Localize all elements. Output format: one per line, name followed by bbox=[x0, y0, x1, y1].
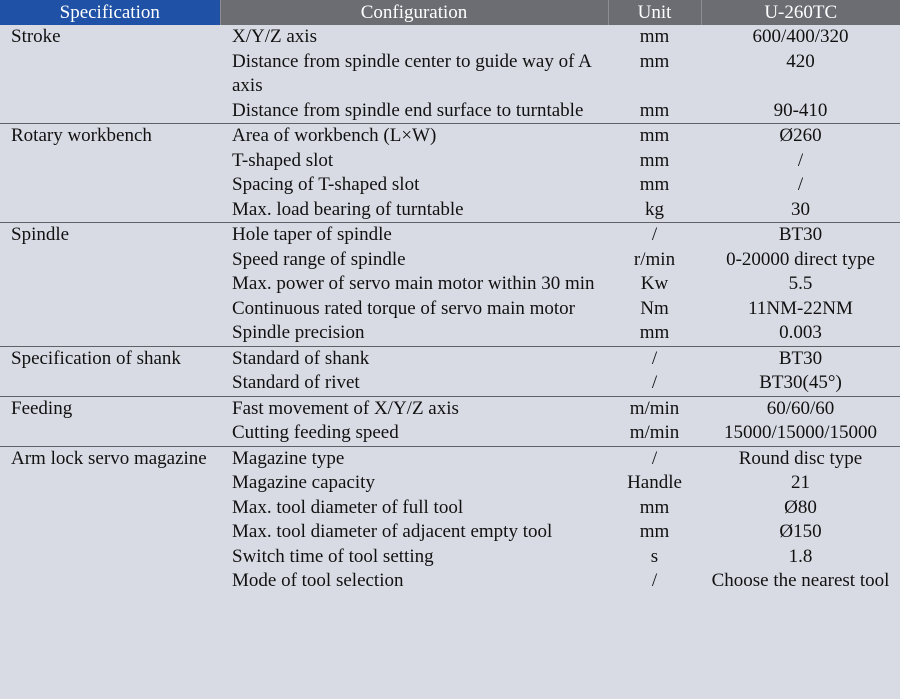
config-cell: Distance from spindle center to guide way of A axis bbox=[220, 50, 608, 99]
unit-cell: mm bbox=[608, 149, 701, 174]
header-row bbox=[0, 0, 900, 25]
config-cell: Switch time of tool setting bbox=[220, 545, 608, 570]
value-cell: 420 bbox=[701, 50, 900, 99]
unit-cell: mm bbox=[608, 25, 701, 50]
value-cell: 90-410 bbox=[701, 99, 900, 124]
table-row bbox=[0, 346, 900, 371]
config-cell: Max. power of servo main motor within 30 min bbox=[220, 272, 608, 297]
category-spindle: Spindle bbox=[0, 223, 220, 347]
unit-cell: m/min bbox=[608, 421, 701, 446]
unit-cell: mm bbox=[608, 50, 701, 99]
config-cell: Fast movement of X/Y/Z axis bbox=[220, 396, 608, 421]
config-cell: Max. load bearing of turntable bbox=[220, 198, 608, 223]
value-cell: 600/400/320 bbox=[701, 25, 900, 50]
value-cell: 5.5 bbox=[701, 272, 900, 297]
config-cell: Standard of rivet bbox=[220, 371, 608, 396]
unit-cell: mm bbox=[608, 173, 701, 198]
value-cell: 0-20000 direct type bbox=[701, 248, 900, 273]
value-cell: 21 bbox=[701, 471, 900, 496]
table-row bbox=[0, 446, 900, 471]
config-cell: Spacing of T-shaped slot bbox=[220, 173, 608, 198]
category-rotary-workbench: Rotary workbench bbox=[0, 124, 220, 223]
config-cell: Cutting feeding speed bbox=[220, 421, 608, 446]
table-row bbox=[0, 223, 900, 248]
unit-cell: Handle bbox=[608, 471, 701, 496]
category-feeding: Feeding bbox=[0, 396, 220, 446]
config-cell: Magazine capacity bbox=[220, 471, 608, 496]
header-unit: Unit bbox=[608, 0, 701, 25]
unit-cell: kg bbox=[608, 198, 701, 223]
unit-cell: mm bbox=[608, 520, 701, 545]
value-cell: BT30 bbox=[701, 223, 900, 248]
table-row bbox=[0, 25, 900, 50]
config-cell: Area of workbench (L×W) bbox=[220, 124, 608, 149]
value-cell: / bbox=[701, 173, 900, 198]
value-cell: 15000/15000/15000 bbox=[701, 421, 900, 446]
value-cell: 11NM-22NM bbox=[701, 297, 900, 322]
config-cell: Magazine type bbox=[220, 446, 608, 471]
table-row bbox=[0, 124, 900, 149]
value-cell: Ø150 bbox=[701, 520, 900, 545]
unit-cell: mm bbox=[608, 124, 701, 149]
category-magazine: Arm lock servo magazine bbox=[0, 446, 220, 594]
value-cell: BT30 bbox=[701, 346, 900, 371]
value-cell: 60/60/60 bbox=[701, 396, 900, 421]
config-cell: Max. tool diameter of full tool bbox=[220, 496, 608, 521]
unit-cell: r/min bbox=[608, 248, 701, 273]
value-cell: 1.8 bbox=[701, 545, 900, 570]
unit-cell: Nm bbox=[608, 297, 701, 322]
header-model: U-260TC bbox=[701, 0, 900, 25]
config-cell: Hole taper of spindle bbox=[220, 223, 608, 248]
header-configuration: Configuration bbox=[220, 0, 608, 25]
config-cell: Standard of shank bbox=[220, 346, 608, 371]
value-cell: Round disc type bbox=[701, 446, 900, 471]
unit-cell: m/min bbox=[608, 396, 701, 421]
config-cell: Spindle precision bbox=[220, 321, 608, 346]
unit-cell: mm bbox=[608, 496, 701, 521]
config-cell: X/Y/Z axis bbox=[220, 25, 608, 50]
unit-cell: / bbox=[608, 346, 701, 371]
unit-cell: / bbox=[608, 223, 701, 248]
config-cell: Continuous rated torque of servo main motor bbox=[220, 297, 608, 322]
config-cell: Mode of tool selection bbox=[220, 569, 608, 594]
value-cell: 0.003 bbox=[701, 321, 900, 346]
unit-cell: mm bbox=[608, 99, 701, 124]
category-stroke: Stroke bbox=[0, 25, 220, 124]
value-cell: Choose the nearest tool bbox=[701, 569, 900, 594]
unit-cell: / bbox=[608, 569, 701, 594]
value-cell: / bbox=[701, 149, 900, 174]
table-row bbox=[0, 396, 900, 421]
unit-cell: mm bbox=[608, 321, 701, 346]
config-cell: Speed range of spindle bbox=[220, 248, 608, 273]
value-cell: Ø260 bbox=[701, 124, 900, 149]
header-specification: Specification bbox=[0, 0, 220, 25]
category-shank: Specification of shank bbox=[0, 346, 220, 396]
config-cell: Distance from spindle end surface to turntable bbox=[220, 99, 608, 124]
config-cell: Max. tool diameter of adjacent empty tool bbox=[220, 520, 608, 545]
unit-cell: / bbox=[608, 446, 701, 471]
unit-cell: Kw bbox=[608, 272, 701, 297]
unit-cell: / bbox=[608, 371, 701, 396]
value-cell: BT30(45°) bbox=[701, 371, 900, 396]
unit-cell: s bbox=[608, 545, 701, 570]
value-cell: 30 bbox=[701, 198, 900, 223]
config-cell: T-shaped slot bbox=[220, 149, 608, 174]
value-cell: Ø80 bbox=[701, 496, 900, 521]
